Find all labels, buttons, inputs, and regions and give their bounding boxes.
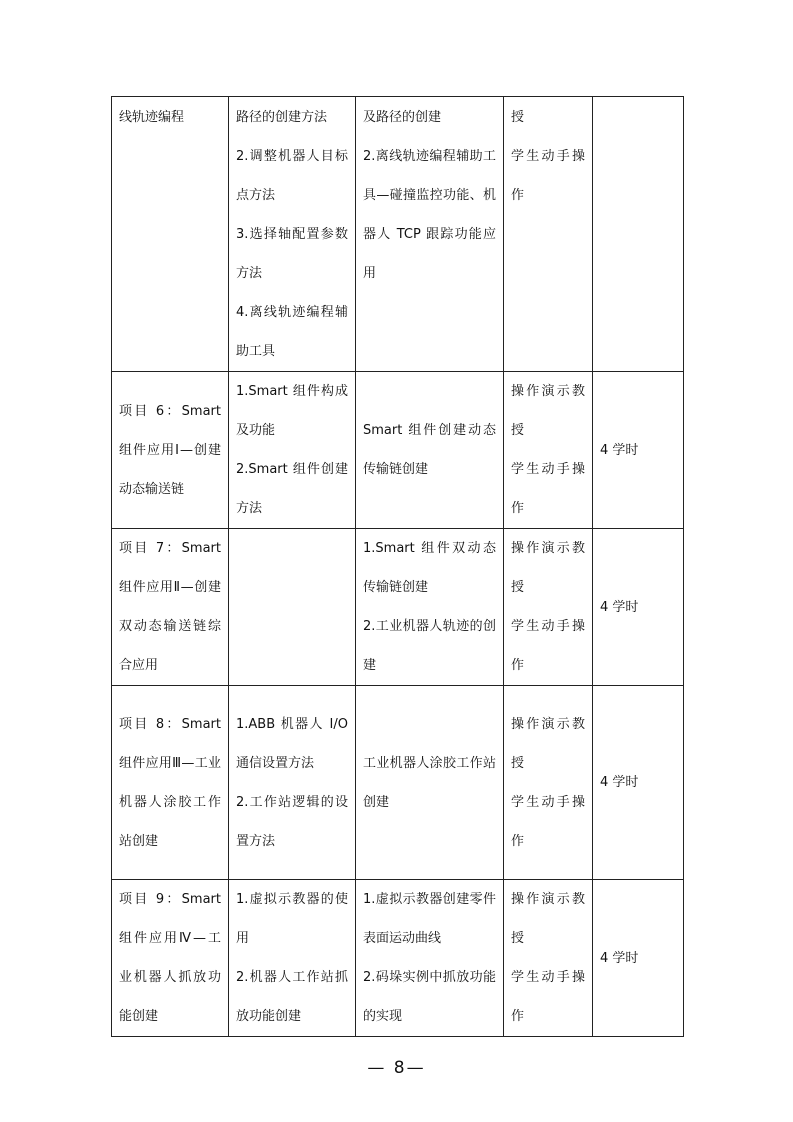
table-row: [112, 372, 684, 529]
cell-hours: [593, 97, 684, 372]
cell-line: 2.工作站逻辑的设置方法: [236, 794, 348, 849]
cell-line: 操作演示教授: [511, 892, 585, 946]
cell-knowledge: [229, 880, 356, 1037]
cell-line: 2.码垛实例中抓放功能的实现: [363, 970, 496, 1024]
cell-project: [112, 880, 229, 1037]
cell-skills: [356, 686, 504, 880]
cell-line: 学生动手操作: [511, 462, 585, 516]
cell-line: 1.虚拟示教器的使用: [236, 892, 348, 946]
cell-project: [112, 529, 229, 686]
cell-hours: 4 学时: [593, 686, 684, 880]
course-table: [111, 96, 684, 1037]
cell-project: [112, 372, 229, 529]
cell-method: [504, 372, 593, 529]
cell-project: [112, 97, 229, 372]
cell-line: 项目 7：Smart 组件应用Ⅱ—创建双动态输送链综合应用: [119, 541, 221, 673]
cell-line: 学生动手操作: [511, 794, 585, 849]
cell-line: 学生动手操作: [511, 149, 585, 203]
cell-method: [504, 97, 593, 372]
cell-hours: 4 学时: [593, 529, 684, 686]
cell-skills: [356, 529, 504, 686]
table-row: [112, 880, 684, 1037]
cell-line: 3.选择轴配置参数方法: [236, 227, 348, 281]
cell-line: 2.Smart 组件创建方法: [236, 462, 348, 516]
table-row: [112, 97, 684, 372]
cell-skills: [356, 97, 504, 372]
cell-line: 项目 9：Smart 组件应用Ⅳ—工业机器人抓放功能创建: [119, 892, 221, 1024]
page-number: — 8—: [367, 1058, 426, 1078]
cell-line: 1.Smart 组件构成及功能: [236, 384, 348, 438]
cell-project: [112, 686, 229, 880]
cell-line: 及路径的创建: [363, 110, 442, 125]
cell-line: 项目 6：Smart 组件应用Ⅰ—创建动态输送链: [119, 403, 221, 497]
cell-knowledge: [229, 372, 356, 529]
cell-knowledge: [229, 529, 356, 686]
cell-knowledge: [229, 97, 356, 372]
cell-line: Smart 组件创建动态传输链创建: [363, 423, 496, 477]
cell-line: 线轨迹编程: [119, 110, 185, 125]
cell-knowledge: [229, 686, 356, 880]
cell-line: 操作演示教授: [511, 384, 585, 438]
cell-line: 操作演示教授: [511, 716, 585, 771]
cell-hours: 4 学时: [593, 880, 684, 1037]
cell-line: 1.ABB 机器人 I/O 通信设置方法: [236, 716, 348, 771]
course-table-body: [112, 97, 684, 1037]
cell-line: 2.工业机器人轨迹的创建: [363, 619, 496, 673]
cell-line: 路径的创建方法: [236, 110, 328, 125]
cell-line: 2.调整机器人目标点方法: [236, 149, 348, 203]
table-row: [112, 686, 684, 880]
cell-line: 2.机器人工作站抓放功能创建: [236, 970, 348, 1024]
cell-hours: 4 学时: [593, 372, 684, 529]
cell-line: 4.离线轨迹编程辅助工具: [236, 305, 348, 359]
cell-line: 工业机器人涂胶工作站创建: [363, 755, 496, 810]
cell-line: 项目 8：Smart 组件应用Ⅲ—工业机器人涂胶工作站创建: [119, 716, 221, 849]
cell-skills: [356, 372, 504, 529]
cell-method: [504, 686, 593, 880]
cell-line: 2.离线轨迹编程辅助工具—碰撞监控功能、机器人 TCP 跟踪功能应用: [363, 149, 496, 281]
cell-line: 1.虚拟示教器创建零件表面运动曲线: [363, 892, 496, 946]
cell-line: 1.Smart 组件双动态传输链创建: [363, 541, 496, 595]
cell-skills: [356, 880, 504, 1037]
cell-line: 授: [511, 110, 525, 125]
table-row: [112, 529, 684, 686]
cell-line: 学生动手操作: [511, 970, 585, 1024]
cell-line: 操作演示教授: [511, 541, 585, 595]
cell-line: 学生动手操作: [511, 619, 585, 673]
cell-method: [504, 880, 593, 1037]
cell-method: [504, 529, 593, 686]
